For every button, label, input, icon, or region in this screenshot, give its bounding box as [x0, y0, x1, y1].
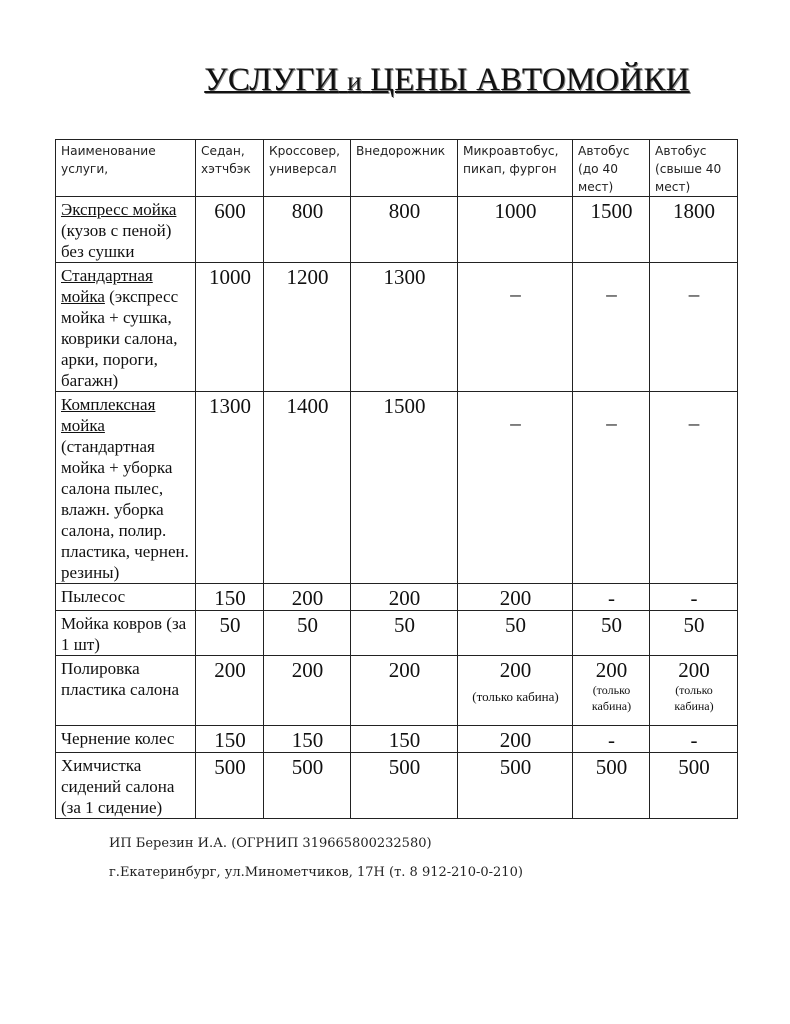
price-cell [351, 263, 458, 392]
price-value: 50 [394, 613, 415, 637]
price-value: 50 [219, 613, 241, 637]
price-value: _ [606, 404, 617, 428]
price-cell [351, 753, 458, 819]
table-row [56, 392, 738, 584]
price-value: 500 [499, 755, 532, 779]
price-note: (только кабина) [674, 683, 714, 713]
service-description: Мойка ковров (за 1 шт) [61, 614, 187, 654]
price-value: 500 [595, 755, 628, 779]
price-value: 150 [214, 728, 246, 752]
footer-legal: ИП Березин И.А. (ОГРНИП 319665800232580) [109, 836, 432, 851]
price-cell [573, 197, 650, 263]
price-cell [196, 753, 264, 819]
header-cell: Седан, хэтчбэк [196, 140, 264, 197]
price-value: 200 [291, 586, 324, 610]
price-cell [264, 263, 351, 392]
service-name-cell [56, 753, 196, 819]
price-value: 1400 [286, 394, 329, 418]
page-title [52, 62, 790, 99]
table-row [56, 611, 738, 656]
footer-address: г.Екатеринбург, ул.Минометчиков, 17Н (т. 8 912-210-0-210) [109, 865, 523, 880]
price-cell [351, 656, 458, 726]
price-cell [351, 726, 458, 753]
price-value: 50 [683, 613, 705, 637]
price-value: 200 [291, 658, 324, 682]
price-cell [650, 263, 738, 392]
header-cell: Микроавтобус, пикап, фургон [458, 140, 573, 197]
header-cell: Внедорожник [351, 140, 458, 197]
title-part-small: и [347, 66, 362, 96]
price-cell [650, 726, 738, 753]
price-cell [196, 611, 264, 656]
price-cell [264, 656, 351, 726]
price-cell [351, 392, 458, 584]
price-value: 500 [388, 755, 421, 779]
table-row [56, 726, 738, 753]
price-value: 1300 [383, 265, 426, 289]
price-value: 200 [678, 658, 710, 682]
service-title: Стандартная мойка [61, 266, 153, 306]
price-cell [264, 726, 351, 753]
price-cell [650, 584, 738, 611]
header-cell: Кроссовер, универсал [264, 140, 351, 197]
price-value: 200 [499, 586, 532, 610]
price-cell [264, 392, 351, 584]
service-description: (кузов с пеной) без сушки [61, 221, 172, 261]
price-cell [264, 753, 351, 819]
price-cell [351, 611, 458, 656]
table-row [56, 753, 738, 819]
price-cell [458, 726, 573, 753]
price-cell [573, 584, 650, 611]
price-cell [458, 197, 573, 263]
price-cell [351, 584, 458, 611]
price-cell [196, 656, 264, 726]
price-value: 800 [291, 199, 324, 223]
price-value: 1000 [494, 199, 537, 223]
service-title: Комплексная мойка [61, 395, 156, 435]
header-cell: Автобус (до 40 мест) [573, 140, 650, 197]
price-cell [650, 656, 738, 726]
service-description: (стандартная мойка + уборка салона пылес, влажн. уборка салона, полир. пластика, чернен. резины) [61, 437, 189, 582]
price-value: - [608, 586, 615, 610]
price-cell [196, 584, 264, 611]
price-value: 600 [214, 199, 246, 223]
price-value: 500 [678, 755, 710, 779]
price-value: 1800 [673, 199, 715, 223]
price-cell [458, 611, 573, 656]
price-note: (только кабина) [591, 683, 632, 713]
price-cell [650, 197, 738, 263]
price-cell [573, 611, 650, 656]
service-title: Экспресс мойка [61, 200, 177, 219]
price-value: 50 [297, 613, 318, 637]
service-name-cell [56, 584, 196, 611]
price-cell [650, 611, 738, 656]
service-name-cell [56, 656, 196, 726]
service-description: Пылесос [61, 587, 126, 606]
header-cell: Наименование услуги, [56, 140, 196, 197]
table-row [56, 584, 738, 611]
price-cell [650, 753, 738, 819]
service-description: Химчистка сидений салона (за 1 сидение) [61, 756, 175, 817]
price-cell [458, 584, 573, 611]
service-description: Чернение колес [61, 729, 175, 748]
price-value: 1000 [209, 265, 251, 289]
table-row [56, 263, 738, 392]
price-value: 1300 [209, 394, 251, 418]
price-cell [196, 197, 264, 263]
service-name-cell [56, 392, 196, 584]
price-value: - [690, 586, 698, 610]
price-cell [573, 726, 650, 753]
price-value: - [690, 728, 698, 752]
service-name-cell [56, 611, 196, 656]
price-cell [650, 392, 738, 584]
price-note: (только кабина) [472, 689, 559, 704]
price-value: - [608, 728, 615, 752]
price-value: 50 [601, 613, 622, 637]
price-cell [196, 263, 264, 392]
price-cell [573, 753, 650, 819]
table-row [56, 656, 738, 726]
price-value: 50 [505, 613, 526, 637]
price-value: _ [510, 275, 521, 299]
price-value: 500 [291, 755, 324, 779]
price-value: _ [606, 275, 617, 299]
price-value: _ [688, 275, 700, 299]
price-cell [196, 726, 264, 753]
price-value: 200 [214, 658, 246, 682]
table-header-row [56, 140, 738, 197]
price-value: 150 [291, 728, 324, 752]
price-value: _ [688, 404, 700, 428]
price-value: 200 [388, 586, 421, 610]
price-cell [458, 392, 573, 584]
price-value: 150 [388, 728, 421, 752]
price-value: 1200 [286, 265, 329, 289]
price-cell [458, 656, 573, 726]
price-cell [264, 197, 351, 263]
price-value: 200 [595, 658, 628, 682]
service-description: Полировка пластика салона [61, 659, 180, 699]
price-cell [196, 392, 264, 584]
price-cell [351, 197, 458, 263]
price-value: 200 [499, 728, 532, 752]
price-value: 200 [388, 658, 421, 682]
price-value: 1500 [590, 199, 633, 223]
price-cell [264, 611, 351, 656]
price-value: 200 [499, 658, 532, 682]
service-name-cell [56, 197, 196, 263]
price-value: _ [510, 404, 521, 428]
price-value: 800 [388, 199, 421, 223]
service-name-cell [56, 726, 196, 753]
price-cell [573, 392, 650, 584]
header-cell: Автобус (свыше 40 мест) [650, 140, 738, 197]
title-part-2: ЦЕНЫ АВТОМОЙКИ [370, 62, 690, 98]
price-table [55, 139, 738, 819]
price-value: 150 [214, 586, 246, 610]
price-cell [264, 584, 351, 611]
service-name-cell [56, 263, 196, 392]
title-part-1: УСЛУГИ [204, 62, 339, 98]
price-value: 500 [214, 755, 246, 779]
service-description: (экспресс мойка + сушка, коврики салона, арки, пороги, багажн) [61, 287, 179, 390]
table-row [56, 197, 738, 263]
price-value: 1500 [383, 394, 426, 418]
price-cell [458, 753, 573, 819]
price-cell [458, 263, 573, 392]
price-cell [573, 263, 650, 392]
price-cell [573, 656, 650, 726]
